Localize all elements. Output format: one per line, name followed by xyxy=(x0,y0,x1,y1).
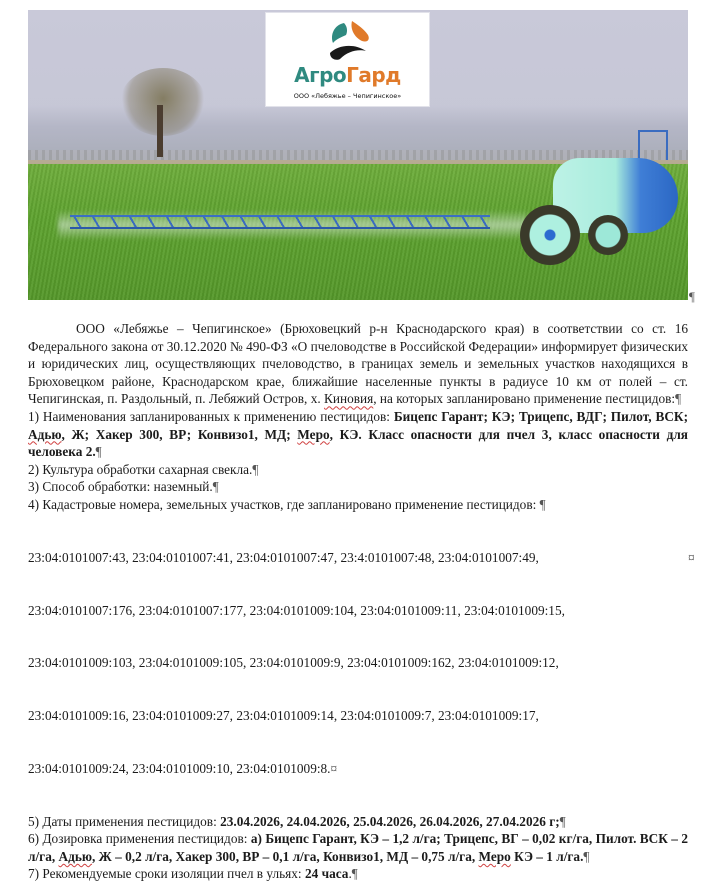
paragraph-mark: ¶ xyxy=(212,479,219,495)
item-3-text: 3) Способ обработки: наземный. xyxy=(28,479,213,495)
application-dates: 23.04.2026, 24.04.2026, 25.04.2026, 26.04.2026, 27.04.2026 г; xyxy=(220,813,560,829)
cadastral-numbers-cell[interactable] xyxy=(28,514,695,813)
intro-text: ООО «Лебяжье – Чепигинское» (Брюховецкий р-н Краснодарского края) в соответствии со ст. 16 Федерального закона от 30.12.2020 № 490-ФЗ «О пчеловодстве в Российской Федерации» информирует физических и юридических лиц, осуществляющих пчеловодство, в границах земель и земельных участков находящихся в Брюховецком районе, Краснодарском крае, ближайшие населенные пункты в радиусе 10 км от полей – ст. Чепигинская, п. Раздольный, п. Лебяжий Остров, х. xyxy=(28,321,688,407)
tree-trunk xyxy=(157,105,163,157)
intro-paragraph[interactable] xyxy=(28,320,688,408)
dosage-list: а) Бицепс Гарант, КЭ – 1,2 л/га; Трицепс, ВГ – 0,02 кг/га, Пилот. ВСК – 2 л/га, xyxy=(28,831,688,864)
misspelled-word[interactable]: Адью xyxy=(58,848,93,864)
paragraph-mark: ¶ xyxy=(351,866,358,882)
item-2-crop[interactable] xyxy=(28,461,688,479)
company-logo xyxy=(265,12,430,107)
misspelled-word[interactable]: Меро xyxy=(297,426,330,442)
logo-word-part2: Гард xyxy=(346,63,401,87)
dosage-list: КЭ – 1 л/га. xyxy=(510,848,584,864)
cell-mark: ¤ xyxy=(330,760,338,776)
item-6-dosage[interactable] xyxy=(28,830,688,865)
item-7-isolation[interactable] xyxy=(28,865,688,883)
logo-wordmark xyxy=(266,63,429,87)
dosage-list: , Ж – 0,2 л/га, Хакер 300, ВР – 0,1 л/га, Конвизо1, МД – 0,75 л/га, xyxy=(92,848,479,864)
misspelled-word[interactable]: Киновия xyxy=(324,391,374,407)
item-1-label: 1) Наименования запланированных к применению пестицидов: xyxy=(28,408,394,424)
logo-leaf-icon xyxy=(324,19,374,63)
misspelled-word[interactable]: Меро xyxy=(478,848,511,864)
item-2-text: 2) Культура обработки сахарная свекла. xyxy=(28,461,253,477)
cadastral-line xyxy=(28,760,688,778)
item-7-label: 7) Рекомендуемые сроки изоляции пчел в ульях: xyxy=(28,866,305,882)
cadastral-line-text: 23:04:0101009:24, 23:04:0101009:10, 23:04:0101009:8. xyxy=(28,760,331,776)
cadastral-line: 23:04:0101009:16, 23:04:0101009:27, 23:04:0101009:14, 23:04:0101009:7, 23:04:0101009:17, xyxy=(28,708,539,724)
logo-subtitle: ООО «Лебяжье – Чепигинское» xyxy=(293,92,402,100)
sprayer-rear-wheel xyxy=(588,215,628,255)
cadastral-line: 23:04:0101007:176, 23:04:0101007:177, 23:04:0101009:104, 23:04:0101009:11, 23:04:0101009:15, xyxy=(28,602,565,618)
item-5-dates[interactable] xyxy=(28,813,688,831)
item-4-label: 4) Кадастровые номера, земельных участков, где запланировано применение пестицидов: xyxy=(28,496,540,512)
item-6-label: 6) Дозировка применения пестицидов: xyxy=(28,831,251,847)
intro-tail: , на которых запланировано применение пестицидов: xyxy=(373,391,676,407)
hazard-class: , КЭ. Класс опасности для пчел 3, класс опасности для человека 2. xyxy=(28,426,688,460)
item-4-cadastral-label[interactable] xyxy=(28,496,688,514)
item-3-method[interactable] xyxy=(28,478,688,496)
paragraph-mark: ¶ xyxy=(539,496,546,512)
cadastral-line: 23:04:0101009:103, 23:04:0101009:105, 23:04:0101009:9, 23:04:0101009:162, 23:04:0101009:12, xyxy=(28,655,559,671)
paragraph-mark: ¶ xyxy=(252,461,259,477)
sprayer-boom xyxy=(70,215,490,229)
pesticide-list: Бицепс Гарант; КЭ; Трицепс, ВДГ; Пилот, ВСК; xyxy=(393,408,688,424)
paragraph-mark: ¶ xyxy=(689,289,695,304)
paragraph-mark: ¶ xyxy=(95,444,102,460)
pesticide-list: , Ж; Хакер 300, ВР; Конвизо1, МД; xyxy=(61,426,298,442)
sprayer-wheel xyxy=(520,205,580,265)
cadastral-line-text: 23:04:0101007:43, 23:04:0101007:41, 23:04:0101007:47, 23:4:0101007:48, 23:04:0101007:49, xyxy=(28,549,539,565)
paragraph-mark: ¶ xyxy=(583,848,590,864)
item-1-pesticide-names[interactable] xyxy=(28,408,688,461)
isolation-period: 24 часа xyxy=(304,866,349,882)
logo-word-part1: Агро xyxy=(294,63,347,87)
paragraph-mark: ¶ xyxy=(559,813,566,829)
cell-mark: ¤ xyxy=(688,549,695,565)
misspelled-word[interactable]: Адью xyxy=(28,426,62,442)
cadastral-line xyxy=(28,549,695,567)
tree-crown xyxy=(120,68,206,136)
paragraph-mark: ¶ xyxy=(675,391,682,407)
document-body[interactable] xyxy=(28,320,695,883)
item-7-tail: . xyxy=(348,866,352,882)
sprayer-rail xyxy=(638,130,668,160)
item-5-label: 5) Даты применения пестицидов: xyxy=(28,813,221,829)
